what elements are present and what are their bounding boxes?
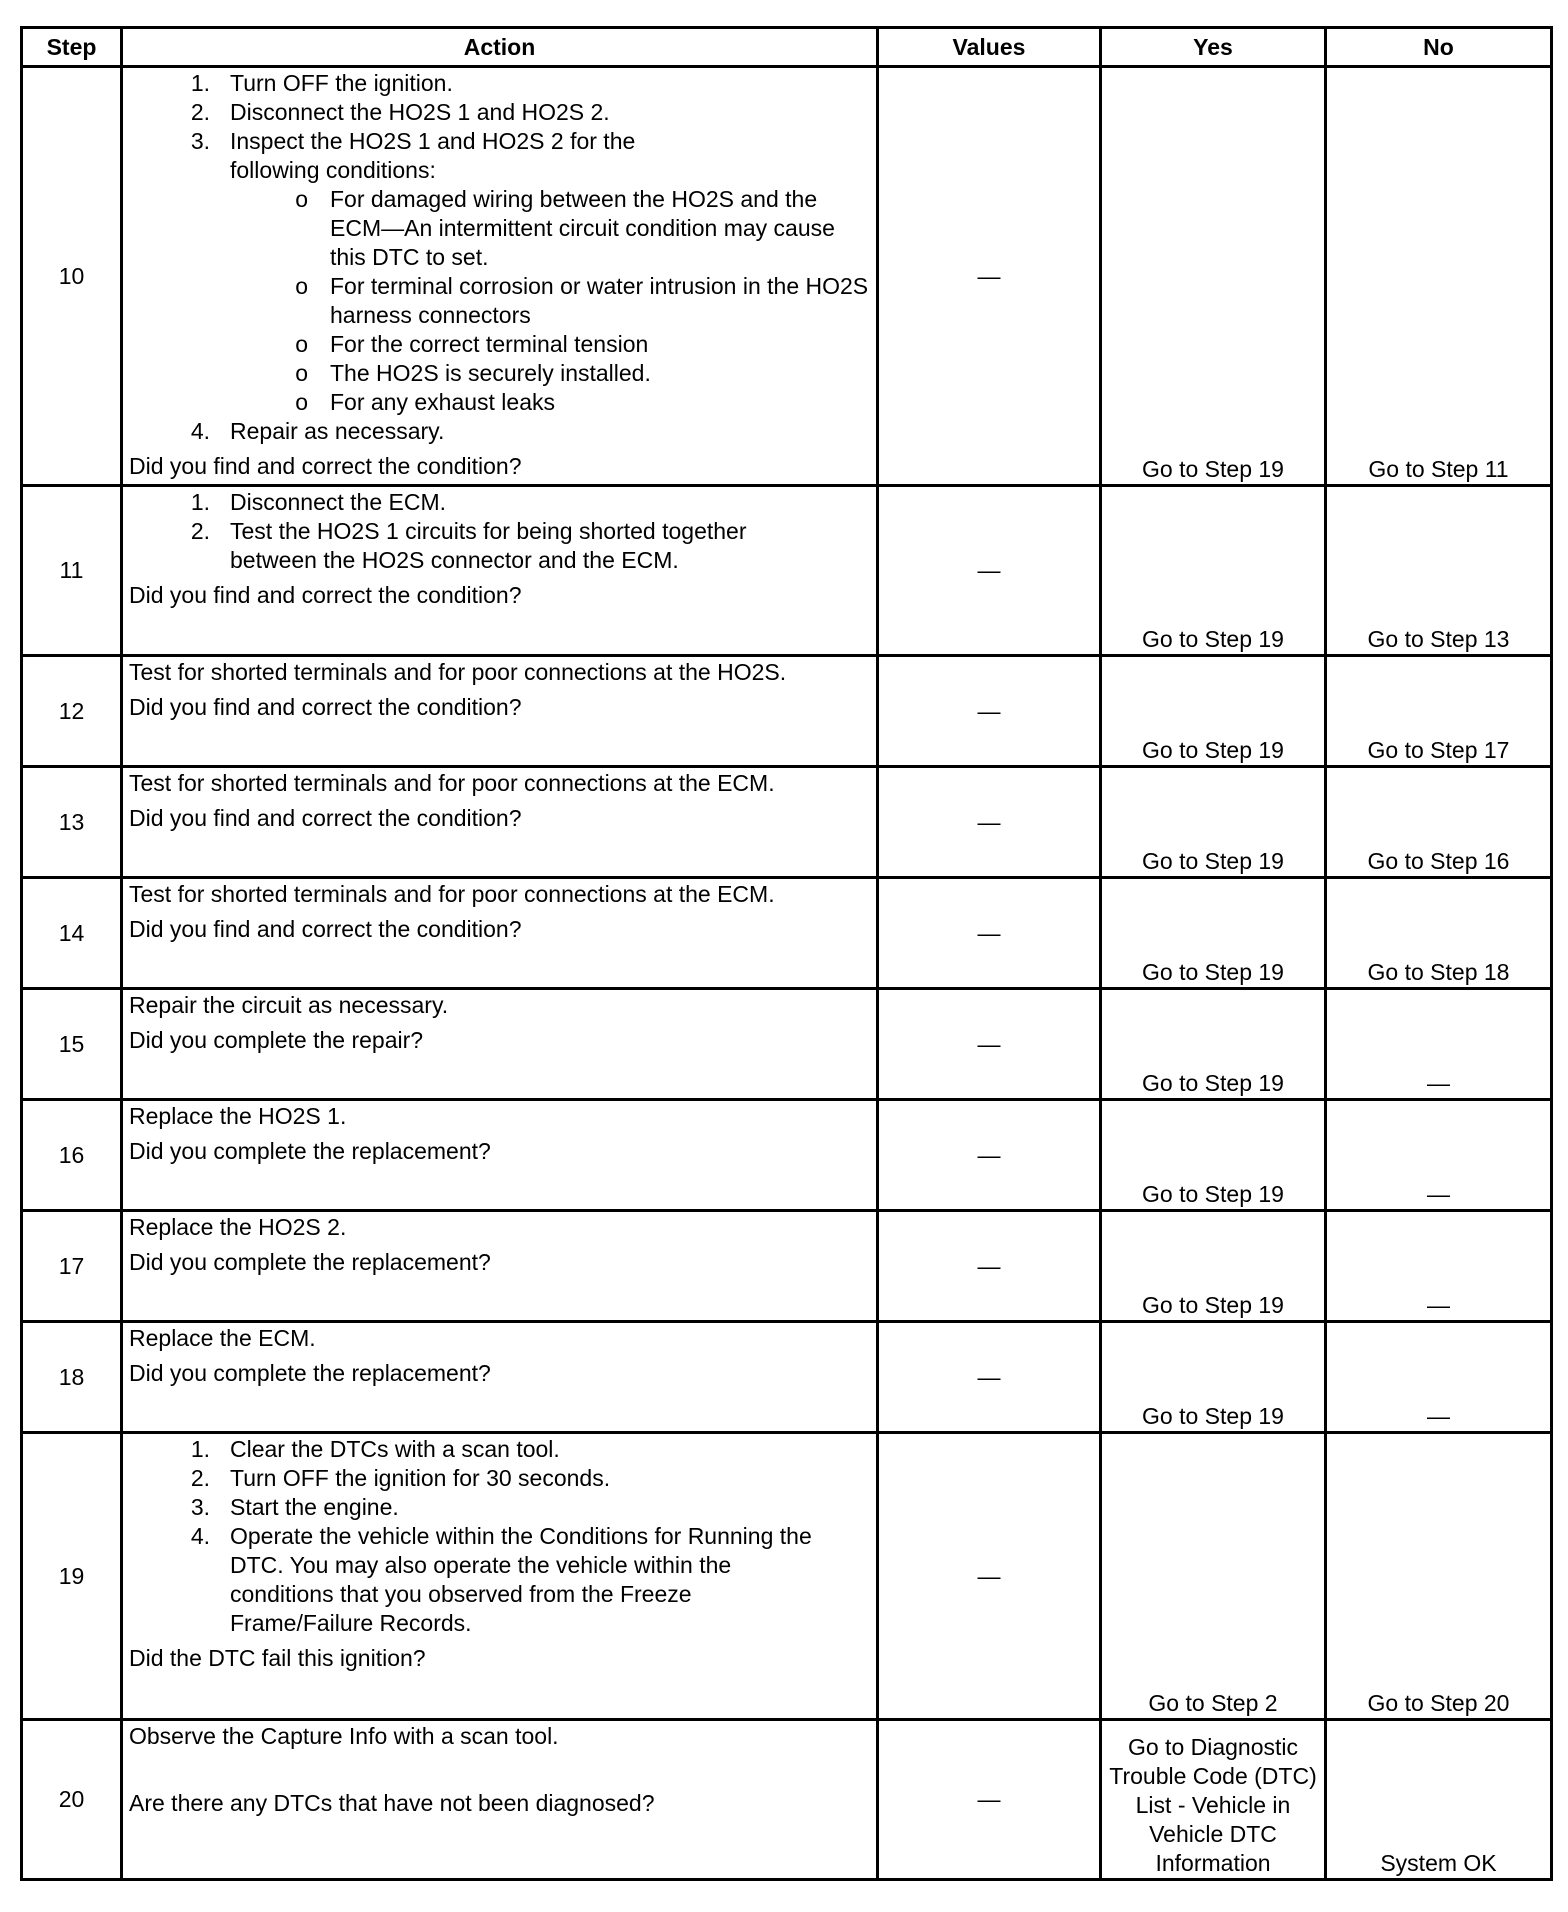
- list-item: [129, 1435, 872, 1464]
- step-list: [129, 69, 872, 446]
- table-row-step-11: [22, 486, 1552, 656]
- action-cell: [122, 1720, 878, 1880]
- header-yes: Yes: [1101, 28, 1326, 67]
- item-number: 3.: [190, 1494, 210, 1520]
- question-text: Did you find and correct the condition?: [129, 805, 522, 831]
- action-cell: [122, 1322, 878, 1433]
- sub-item-text: The HO2S is securely installed.: [330, 360, 651, 386]
- values-cell: —: [878, 1211, 1101, 1322]
- values-cell: —: [878, 656, 1101, 767]
- table-row-step-17: [22, 1211, 1552, 1322]
- no-cell: —: [1326, 1100, 1552, 1211]
- item-number: 1.: [190, 1436, 210, 1462]
- question-text: Did you find and correct the condition?: [129, 916, 522, 942]
- item-number: 4.: [190, 418, 210, 444]
- table-row-step-15: [22, 989, 1552, 1100]
- list-item: [129, 488, 872, 517]
- item-text: Turn OFF the ignition.: [230, 70, 453, 96]
- table-row-step-16: [22, 1100, 1552, 1211]
- item-text: Repair as necessary.: [230, 418, 445, 444]
- item-text: Operate the vehicle within the Conditions for Running the DTC. You may also operate the vehicle within the conditions that you observed from the Freeze Frame/Failure Records.: [230, 1523, 812, 1636]
- item-text: Test the HO2S 1 circuits for being shorted together between the HO2S connector and the ECM.: [230, 518, 747, 573]
- sub-list-item: [129, 330, 872, 359]
- step-number: 16: [22, 1100, 122, 1211]
- action-text: Replace the HO2S 1.: [129, 1103, 347, 1129]
- no-cell: Go to Step 20: [1326, 1433, 1552, 1720]
- action-text: Replace the HO2S 2.: [129, 1214, 347, 1240]
- action-cell: [122, 989, 878, 1100]
- item-number: 1.: [190, 489, 210, 515]
- step-number: 11: [22, 486, 122, 656]
- question-text: Did the DTC fail this ignition?: [129, 1645, 426, 1671]
- question-text: Are there any DTCs that have not been diagnosed?: [129, 1790, 655, 1816]
- item-number: 2.: [190, 99, 210, 125]
- list-item: [129, 1464, 872, 1493]
- values-cell: —: [878, 878, 1101, 989]
- list-item: [129, 127, 872, 185]
- no-cell: —: [1326, 1211, 1552, 1322]
- action-text: Test for shorted terminals and for poor connections at the HO2S.: [129, 659, 787, 685]
- header-action: Action: [122, 28, 878, 67]
- bullet: o: [295, 273, 308, 299]
- step-number: 20: [22, 1720, 122, 1880]
- values-cell: —: [878, 1322, 1101, 1433]
- sub-list-item: [129, 359, 872, 388]
- item-text: Inspect the HO2S 1 and HO2S 2 for the following conditions:: [230, 128, 636, 183]
- item-number: 4.: [190, 1523, 210, 1549]
- action-cell: [122, 486, 878, 656]
- sub-list-item: [129, 185, 872, 272]
- no-cell: System OK: [1326, 1720, 1552, 1880]
- step-number: 13: [22, 767, 122, 878]
- values-cell: —: [878, 1720, 1101, 1880]
- yes-cell: Go to Step 19: [1101, 1100, 1326, 1211]
- item-text: Disconnect the ECM.: [230, 489, 447, 515]
- action-cell: [122, 878, 878, 989]
- question-text: Did you find and correct the condition?: [129, 694, 522, 720]
- values-cell: —: [878, 1100, 1101, 1211]
- table-row-step-18: [22, 1322, 1552, 1433]
- yes-cell: Go to Step 19: [1101, 989, 1326, 1100]
- item-number: 2.: [190, 1465, 210, 1491]
- yes-cell: Go to Step 19: [1101, 1322, 1326, 1433]
- values-cell: —: [878, 486, 1101, 656]
- list-item: [129, 417, 872, 446]
- diagnostic-table: [20, 26, 1553, 1881]
- item-number: 1.: [190, 70, 210, 96]
- table-row-step-14: [22, 878, 1552, 989]
- no-cell: Go to Step 17: [1326, 656, 1552, 767]
- header-row: [22, 28, 1552, 67]
- table-row-step-20: [22, 1720, 1552, 1880]
- table-row-step-13: [22, 767, 1552, 878]
- yes-cell: Go to Step 19: [1101, 878, 1326, 989]
- list-item: [129, 517, 872, 575]
- sub-item-text: For any exhaust leaks: [330, 389, 556, 415]
- step-number: 10: [22, 67, 122, 486]
- item-text: Disconnect the HO2S 1 and HO2S 2.: [230, 99, 610, 125]
- list-item: [129, 1522, 872, 1638]
- step-number: 19: [22, 1433, 122, 1720]
- action-text: Observe the Capture Info with a scan tool.: [129, 1723, 559, 1749]
- sub-item-text: For terminal corrosion or water intrusion in the HO2S harness connectors: [330, 273, 869, 328]
- step-list: [129, 1435, 872, 1638]
- action-cell: [122, 67, 878, 486]
- bullet: o: [295, 186, 308, 212]
- item-text: Clear the DTCs with a scan tool.: [230, 1436, 560, 1462]
- action-text: Test for shorted terminals and for poor connections at the ECM.: [129, 770, 775, 796]
- bullet: o: [295, 331, 308, 357]
- action-cell: [122, 1211, 878, 1322]
- sub-list-item: [129, 388, 872, 417]
- question-text: Did you complete the replacement?: [129, 1138, 491, 1164]
- yes-cell: Go to Step 19: [1101, 1211, 1326, 1322]
- action-text: Repair the circuit as necessary.: [129, 992, 449, 1018]
- question-text: Did you complete the replacement?: [129, 1360, 491, 1386]
- action-text: Replace the ECM.: [129, 1325, 316, 1351]
- header-values: Values: [878, 28, 1101, 67]
- no-cell: Go to Step 11: [1326, 67, 1552, 486]
- bullet: o: [295, 389, 308, 415]
- table-row-step-10: [22, 67, 1552, 486]
- list-item: [129, 98, 872, 127]
- step-number: 17: [22, 1211, 122, 1322]
- item-number: 3.: [190, 128, 210, 154]
- values-cell: —: [878, 67, 1101, 486]
- item-number: 2.: [190, 518, 210, 544]
- step-list: [129, 488, 872, 575]
- values-cell: —: [878, 767, 1101, 878]
- values-cell: —: [878, 989, 1101, 1100]
- no-cell: Go to Step 16: [1326, 767, 1552, 878]
- step-number: 18: [22, 1322, 122, 1433]
- yes-cell: Go to Step 19: [1101, 656, 1326, 767]
- sub-list-item: [129, 272, 872, 330]
- action-cell: [122, 1100, 878, 1211]
- no-cell: —: [1326, 1322, 1552, 1433]
- question-text: Did you find and correct the condition?: [129, 582, 522, 608]
- yes-cell: Go to Diagnostic Trouble Code (DTC) List - Vehicle in Vehicle DTC Information: [1101, 1720, 1326, 1880]
- bullet: o: [295, 360, 308, 386]
- item-text: Start the engine.: [230, 1494, 399, 1520]
- header-step: Step: [22, 28, 122, 67]
- step-number: 12: [22, 656, 122, 767]
- action-cell: [122, 656, 878, 767]
- yes-cell: Go to Step 19: [1101, 486, 1326, 656]
- no-cell: Go to Step 18: [1326, 878, 1552, 989]
- values-cell: —: [878, 1433, 1101, 1720]
- list-item: [129, 69, 872, 98]
- step-number: 15: [22, 989, 122, 1100]
- step-number: 14: [22, 878, 122, 989]
- sub-item-text: For the correct terminal tension: [330, 331, 649, 357]
- item-text: Turn OFF the ignition for 30 seconds.: [230, 1465, 611, 1491]
- yes-cell: Go to Step 19: [1101, 767, 1326, 878]
- table-row-step-19: [22, 1433, 1552, 1720]
- yes-cell: Go to Step 2: [1101, 1433, 1326, 1720]
- header-no: No: [1326, 28, 1552, 67]
- action-cell: [122, 767, 878, 878]
- yes-cell: Go to Step 19: [1101, 67, 1326, 486]
- no-cell: Go to Step 13: [1326, 486, 1552, 656]
- action-text: Test for shorted terminals and for poor connections at the ECM.: [129, 881, 775, 907]
- question-text: Did you complete the repair?: [129, 1027, 424, 1053]
- question-text: Did you complete the replacement?: [129, 1249, 491, 1275]
- list-item: [129, 1493, 872, 1522]
- table-row-step-12: [22, 656, 1552, 767]
- sub-item-text: For damaged wiring between the HO2S and the ECM—An intermittent circuit condition may cause this DTC to set.: [330, 186, 835, 270]
- action-cell: [122, 1433, 878, 1720]
- no-cell: —: [1326, 989, 1552, 1100]
- question-text: Did you find and correct the condition?: [129, 453, 522, 479]
